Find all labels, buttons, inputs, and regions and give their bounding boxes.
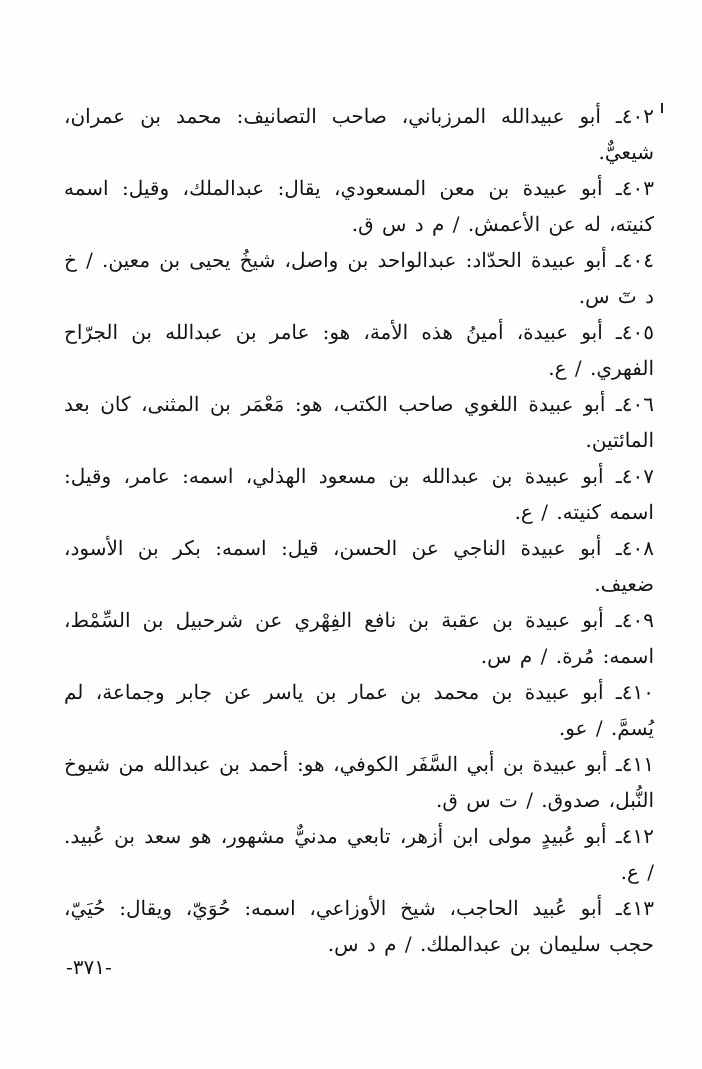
entry-402: ٤٠٢ـ أبو عبيدالله المرزباني، صاحب التصانيف: محمد بن عمران، شيعيٌّ. [64,104,654,164]
entry-list [64,98,654,962]
entry-text: أبو عبيدة، أمينُ هذه الأمة، هو: عامر بن عبدالله بن الجرّاح الفهري. / ع. [64,320,654,380]
entry-number: ٤١٠ [621,680,654,704]
entry-411: ٤١١ـ أبو عبيدة بن أبي السَّفَر الكوفي، هو: أحمد بن عبدالله من شيوخ النُّبل، صدوق. / ت س ق. [64,752,654,812]
entry-text: أبو عبيدة الحدّاد: عبدالواحد بن واصل، شيخُ يحيى بن معين. / خ د تٓ س. [64,248,654,308]
entry-number: ٤٠٤ [621,248,655,272]
entry-406: ٤٠٦ـ أبو عبيدة اللغوي صاحب الكتب، هو: مَعْمَر بن المثنى، كان بعد المائتين. [64,392,655,452]
entry-409: ٤٠٩ـ أبو عبيدة بن عقبة بن نافع الفِهْري عن شرحبيل بن السِّمْط، اسمه: مُرة. / م س. [64,608,654,668]
entry-text: أبو عُبيد الحاجب، شيخ الأوزاعي، اسمه: حُوَيّ، ويقال: حُيَيّ، حجب سليمان بن عبدالملك. / م د س. [64,896,654,956]
entry-text: أبو عبيدة بن محمد بن عمار بن ياسر عن جابر وجماعة، لم يُسمَّ. / عو. [64,680,654,740]
page-number: -٣٧١- [66,955,112,979]
entry-text: أبو عبيدة اللغوي صاحب الكتب، هو: مَعْمَر بن المثنى، كان بعد المائتين. [64,392,654,452]
entry-text: أبو عبيدالله المرزباني، صاحب التصانيف: محمد بن عمران، شيعيٌّ. [64,104,654,164]
entry-number: ٤٠٢ [621,104,654,128]
entry-number: ٤٠٦ [621,392,655,416]
entry-number: ٤٠٣ [621,176,654,200]
entry-number: ٤١٣ [621,896,654,920]
entry-number: ٤٠٧ [621,464,654,488]
entry-number: ٤٠٥ [621,320,655,344]
entry-text: أبو عبيدة بن عقبة بن نافع الفِهْري عن شرحبيل بن السِّمْط، اسمه: مُرة. / م س. [64,608,654,668]
entry-text: أبو عبيدة الناجي عن الحسن، قيل: اسمه: بكر بن الأسود، ضعيف. [64,536,654,596]
entry-number: ٤٠٩ [621,608,654,632]
entry-number: ٤١١ [621,752,654,776]
entry-407: ٤٠٧ـ أبو عبيدة بن عبدالله بن مسعود الهذلي، اسمه: عامر، وقيل: اسمه كنيته. / ع. [64,464,654,524]
entry-413: ٤١٣ـ أبو عُبيد الحاجب، شيخ الأوزاعي، اسمه: حُوَيّ، ويقال: حُيَيّ، حجب سليمان بن عبدالملك. / م د س. [64,896,654,956]
margin-mark [661,103,663,113]
entry-text: أبو عبيدة بن عبدالله بن مسعود الهذلي، اسمه: عامر، وقيل: اسمه كنيته. / ع. [64,464,654,524]
entry-412: ٤١٢ـ أبو عُبيدٍ مولى ابن أزهر، تابعي مدنيٌّ مشهور، هو سعد بن عُبيد. / ع. [64,824,654,884]
entry-403: ٤٠٣ـ أبو عبيدة بن معن المسعودي، يقال: عبدالملك، وقيل: اسمه كنيته، له عن الأعمش. / م د س ق. [64,176,654,236]
entry-number: ٤٠٨ [621,536,655,560]
entry-text: أبو عبيدة بن معن المسعودي، يقال: عبدالملك، وقيل: اسمه كنيته، له عن الأعمش. / م د س ق. [64,176,654,236]
entry-text: أبو عبيدة بن أبي السَّفَر الكوفي، هو: أحمد بن عبدالله من شيوخ النُّبل، صدوق. / ت س ق. [64,752,654,812]
entry-405: ٤٠٥ـ أبو عبيدة، أمينُ هذه الأمة، هو: عامر بن عبدالله بن الجرّاح الفهري. / ع. [64,320,655,380]
entry-404: ٤٠٤ـ أبو عبيدة الحدّاد: عبدالواحد بن واصل، شيخُ يحيى بن معين. / خ د تٓ س. [64,248,655,308]
entry-text: أبو عُبيدٍ مولى ابن أزهر، تابعي مدنيٌّ مشهور، هو سعد بن عُبيد. / ع. [64,824,654,884]
entry-number: ٤١٢ [621,824,654,848]
entry-410: ٤١٠ـ أبو عبيدة بن محمد بن عمار بن ياسر عن جابر وجماعة، لم يُسمَّ. / عو. [64,680,654,740]
entry-408: ٤٠٨ـ أبو عبيدة الناجي عن الحسن، قيل: اسمه: بكر بن الأسود، ضعيف. [64,536,655,596]
